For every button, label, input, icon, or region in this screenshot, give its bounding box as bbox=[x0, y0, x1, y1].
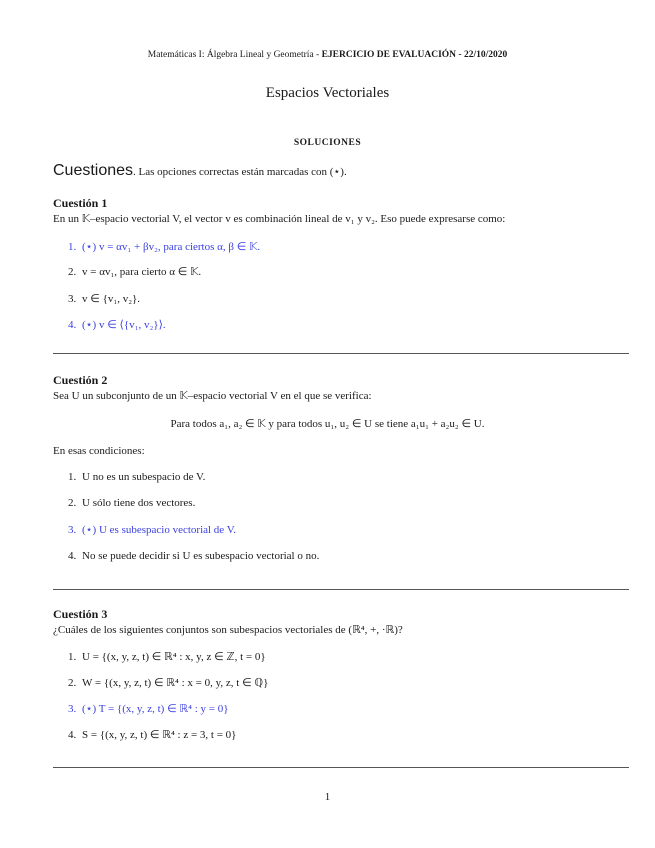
question-1-option-4: 4. (⋆) v ∈ ⟨{v₁, v₂}⟩. bbox=[68, 319, 166, 331]
question-2-option-1: 1. U no es un subespacio de V. bbox=[68, 471, 206, 483]
divider bbox=[53, 767, 629, 768]
question-3-option-1: 1. U = {(x, y, z, t) ∈ ℝ⁴ : x, y, z ∈ ℤ, t = 0} bbox=[68, 651, 266, 663]
question-3-option-3: 3. (⋆) T = {(x, y, z, t) ∈ ℝ⁴ : y = 0} bbox=[68, 703, 229, 715]
question-1-option-2: 2. v = αv₁, para cierto α ∈ 𝕂. bbox=[68, 266, 202, 278]
page-subtitle: SOLUCIONES bbox=[293, 138, 362, 148]
divider bbox=[53, 589, 629, 590]
question-2-after: En esas condiciones: bbox=[53, 445, 145, 457]
page-number: 1 bbox=[324, 791, 331, 803]
question-2-option-4: 4. No se puede decidir si U es subespacio vectorial o no. bbox=[68, 550, 320, 562]
cuestiones-heading: Cuestiones bbox=[53, 162, 134, 179]
question-1-heading: Cuestión 1 bbox=[53, 196, 108, 210]
question-3-heading: Cuestión 3 bbox=[53, 607, 108, 621]
cuestiones-note: . Las opciones correctas están marcadas con (⋆). bbox=[133, 166, 347, 178]
question-2-option-3: 3. (⋆) U es subespacio vectorial de V. bbox=[68, 524, 237, 536]
question-3-option-2: 2. W = {(x, y, z, t) ∈ ℝ⁴ : x = 0, y, z, t ∈ ℚ} bbox=[68, 677, 269, 689]
header-bold: EJERCICIO DE EVALUACIÓN - 22/10/2020 bbox=[321, 50, 508, 60]
question-3-option-4: 4. S = {(x, y, z, t) ∈ ℝ⁴ : z = 3, t = 0} bbox=[68, 729, 237, 741]
cuestiones-intro bbox=[53, 162, 347, 180]
page-header bbox=[0, 50, 655, 60]
question-3-text: ¿Cuáles de los siguientes conjuntos son subespacios vectoriales de (ℝ⁴, +, ·ℝ)? bbox=[53, 624, 403, 636]
question-1-text: En un 𝕂–espacio vectorial V, el vector v es combinación lineal de v₁ y v₂. Eso puede expresarse como: bbox=[53, 213, 506, 225]
divider bbox=[53, 353, 629, 354]
question-1-option-3: 3. v ∈ {v₁, v₂}. bbox=[68, 293, 141, 305]
question-2-condition: Para todos a₁, a₂ ∈ 𝕂 y para todos u₁, u₂ ∈ U se tiene a₁u₁ + a₂u₂ ∈ U. bbox=[170, 418, 485, 430]
question-1-option-1: 1. (⋆) v = αv₁ + βv₂, para ciertos α, β ∈ 𝕂. bbox=[68, 241, 261, 253]
header-prefix: Matemáticas I: Álgebra Lineal y Geometría - bbox=[147, 50, 322, 60]
page-title: Espacios Vectoriales bbox=[265, 85, 390, 101]
question-2-text: Sea U un subconjunto de un 𝕂–espacio vectorial V en el que se verifica: bbox=[53, 390, 372, 402]
question-2-heading: Cuestión 2 bbox=[53, 373, 108, 387]
question-2-option-2: 2. U sólo tiene dos vectores. bbox=[68, 497, 196, 509]
